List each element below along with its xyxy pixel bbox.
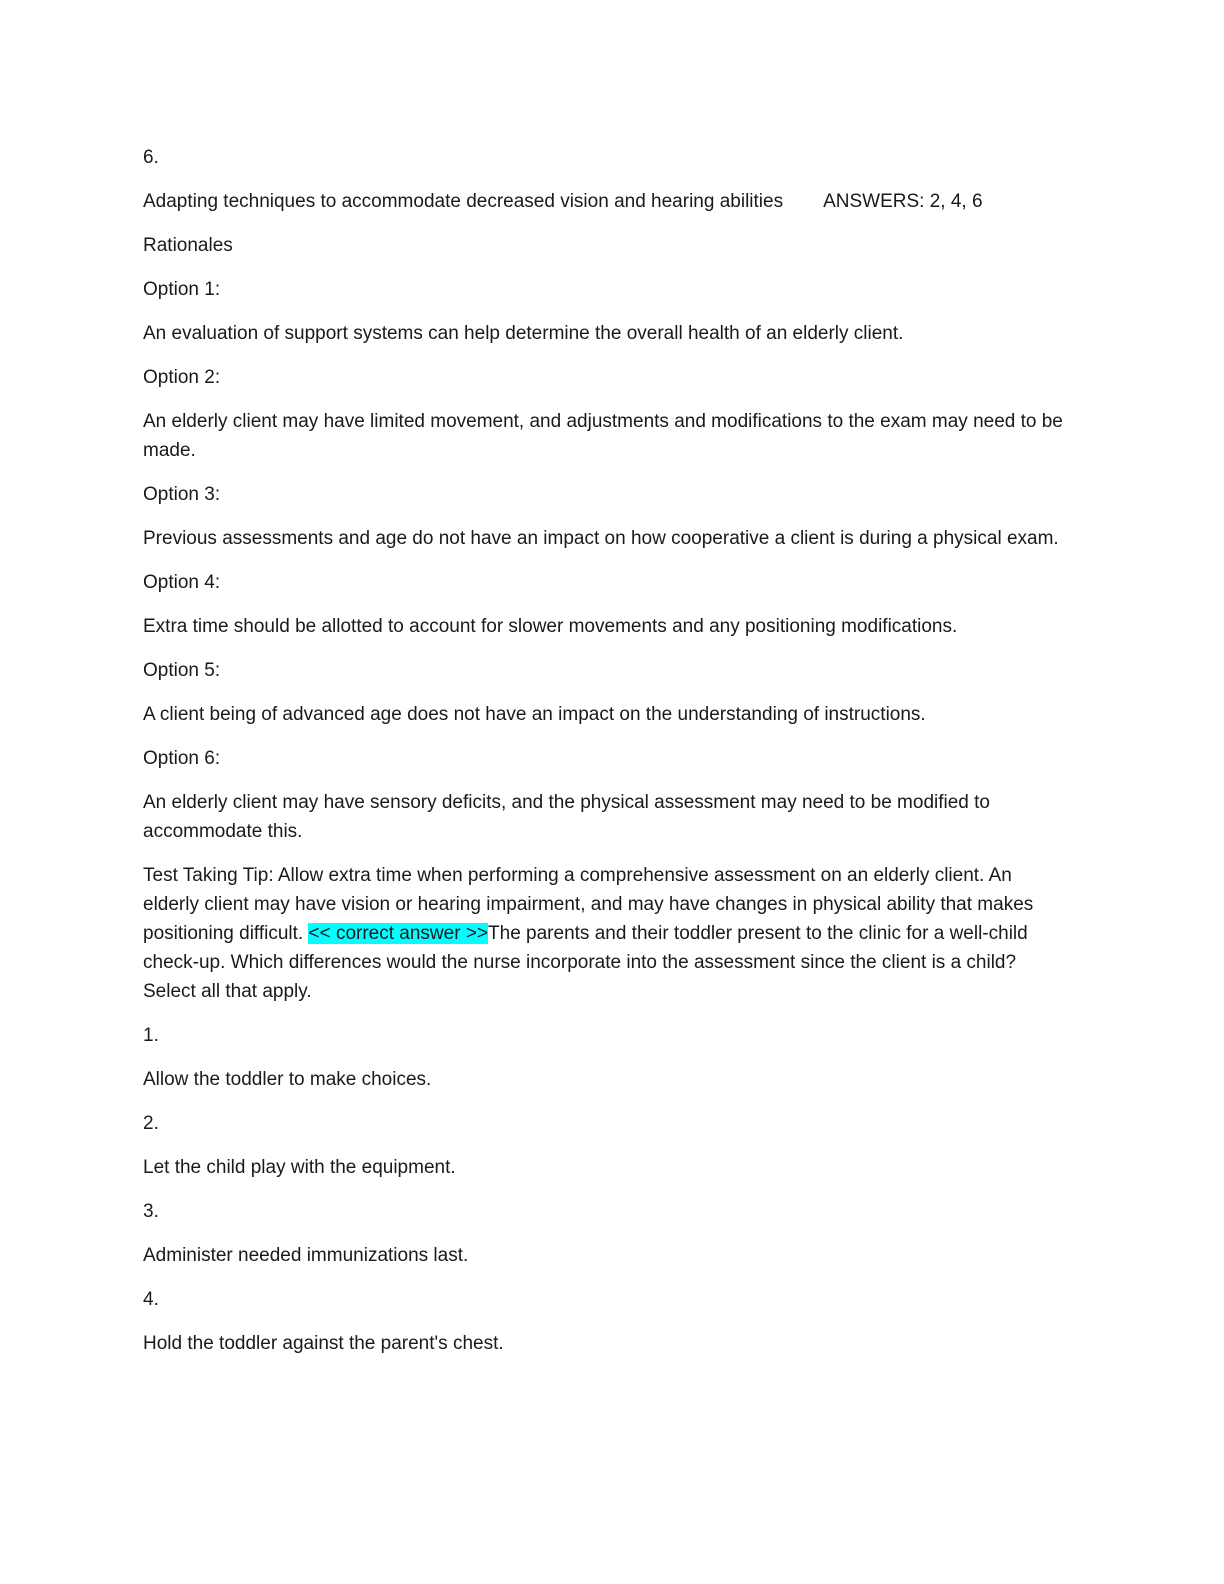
rationale-label-4: Option 4: (143, 572, 221, 593)
rationale-text-6: An elderly client may have sensory deficits, and the physical assessment may need to be modified to accommodate this. (143, 792, 990, 842)
option-number-3: 3. (143, 1201, 159, 1222)
answers-list: ANSWERS: 2, 4, 6 (823, 191, 983, 212)
option-text-3: Administer needed immunizations last. (143, 1245, 469, 1266)
rationale-label-1: Option 1: (143, 279, 221, 300)
rationale-text-3: Previous assessments and age do not have an impact on how cooperative a client is during a physical exam. (143, 528, 1059, 549)
rationale-label-5: Option 5: (143, 660, 221, 681)
document-page (143, 143, 1068, 1373)
rationale-label-6: Option 6: (143, 748, 221, 769)
rationale-text-2: An elderly client may have limited movement, and adjustments and modifications to the exam may need to be made. (143, 411, 1063, 461)
option-text-1: Allow the toddler to make choices. (143, 1069, 432, 1090)
option-text-2: Let the child play with the equipment. (143, 1157, 456, 1178)
answer-line (143, 187, 1068, 216)
correct-answer-marker: << correct answer >> (308, 923, 489, 944)
rationale-label-2: Option 2: (143, 367, 221, 388)
next-question-stem: The parents and their toddler present to the clinic for a well-child check-up. Which differences would the nurse incorporate into the assessment since the client is a child? Select all that apply. (143, 923, 1028, 1002)
answer-option-text: Adapting techniques to accommodate decreased vision and hearing abilities (143, 191, 784, 212)
option-number-2: 2. (143, 1113, 159, 1134)
test-taking-tip (143, 861, 1068, 1006)
option-text-4: Hold the toddler against the parent's chest. (143, 1333, 504, 1354)
rationale-text-1: An evaluation of support systems can help determine the overall health of an elderly client. (143, 323, 904, 344)
tip-text: Test Taking Tip: Allow extra time when performing a comprehensive assessment on an elderly client. An elderly client may have vision or hearing impairment, and may have changes in physical ability that makes positioning difficult. (143, 865, 1034, 944)
question-number: 6. (143, 147, 159, 168)
rationale-text-4: Extra time should be allotted to account for slower movements and any positioning modifications. (143, 616, 958, 637)
rationales-heading: Rationales (143, 235, 233, 256)
option-number-4: 4. (143, 1289, 159, 1310)
rationale-label-3: Option 3: (143, 484, 221, 505)
option-number-1: 1. (143, 1025, 159, 1046)
rationale-text-5: A client being of advanced age does not have an impact on the understanding of instructions. (143, 704, 926, 725)
